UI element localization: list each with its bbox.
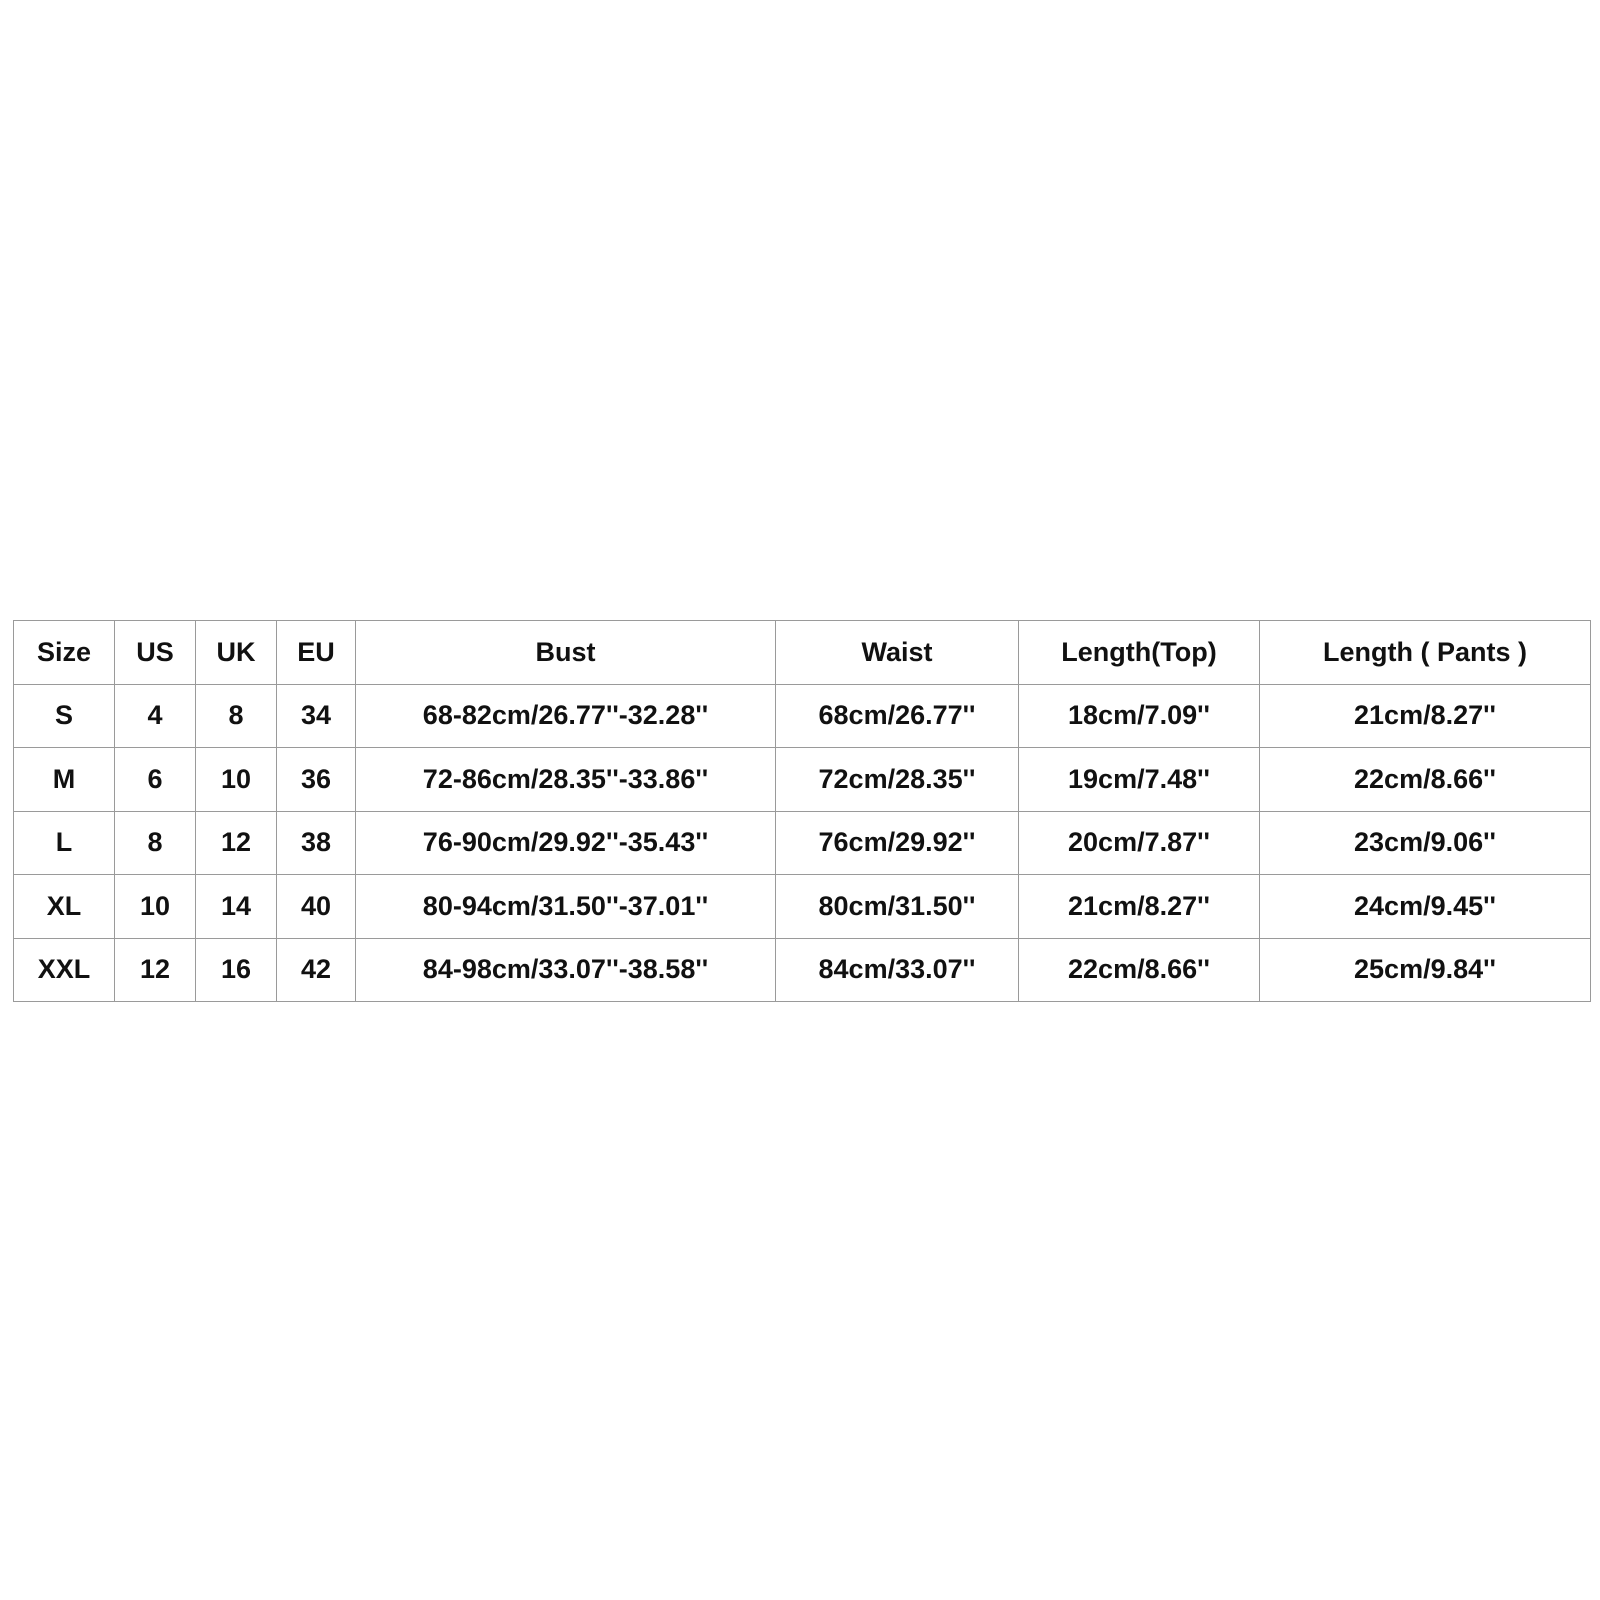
cell-size: M [14,748,115,812]
header-eu: EU [277,621,356,685]
header-us: US [115,621,196,685]
cell-uk: 10 [196,748,277,812]
cell-waist: 72cm/28.35'' [776,748,1019,812]
cell-bust: 80-94cm/31.50''-37.01'' [356,875,776,939]
cell-size: XXL [14,938,115,1002]
header-size: Size [14,621,115,685]
cell-length-pants: 24cm/9.45'' [1260,875,1591,939]
cell-eu: 34 [277,684,356,748]
cell-uk: 8 [196,684,277,748]
cell-eu: 38 [277,811,356,875]
cell-bust: 72-86cm/28.35''-33.86'' [356,748,776,812]
cell-us: 8 [115,811,196,875]
cell-waist: 68cm/26.77'' [776,684,1019,748]
cell-bust: 76-90cm/29.92''-35.43'' [356,811,776,875]
header-row [14,621,1591,685]
cell-waist: 80cm/31.50'' [776,875,1019,939]
cell-length-pants: 25cm/9.84'' [1260,938,1591,1002]
table-row [14,811,1591,875]
cell-us: 12 [115,938,196,1002]
cell-us: 10 [115,875,196,939]
table-row [14,875,1591,939]
size-chart-table [13,620,1591,1002]
header-uk: UK [196,621,277,685]
cell-eu: 42 [277,938,356,1002]
table-row [14,748,1591,812]
table-row [14,938,1591,1002]
cell-size: XL [14,875,115,939]
table-row [14,684,1591,748]
cell-length-top: 21cm/8.27'' [1019,875,1260,939]
cell-length-top: 20cm/7.87'' [1019,811,1260,875]
cell-eu: 36 [277,748,356,812]
cell-us: 6 [115,748,196,812]
cell-uk: 14 [196,875,277,939]
cell-length-pants: 23cm/9.06'' [1260,811,1591,875]
cell-bust: 84-98cm/33.07''-38.58'' [356,938,776,1002]
cell-us: 4 [115,684,196,748]
cell-length-top: 18cm/7.09'' [1019,684,1260,748]
cell-size: S [14,684,115,748]
header-length-top: Length(Top) [1019,621,1260,685]
cell-length-pants: 22cm/8.66'' [1260,748,1591,812]
header-bust: Bust [356,621,776,685]
cell-length-pants: 21cm/8.27'' [1260,684,1591,748]
header-length-pants: Length ( Pants ) [1260,621,1591,685]
cell-uk: 16 [196,938,277,1002]
cell-waist: 84cm/33.07'' [776,938,1019,1002]
cell-uk: 12 [196,811,277,875]
cell-bust: 68-82cm/26.77''-32.28'' [356,684,776,748]
cell-length-top: 22cm/8.66'' [1019,938,1260,1002]
cell-length-top: 19cm/7.48'' [1019,748,1260,812]
header-waist: Waist [776,621,1019,685]
cell-eu: 40 [277,875,356,939]
cell-waist: 76cm/29.92'' [776,811,1019,875]
cell-size: L [14,811,115,875]
